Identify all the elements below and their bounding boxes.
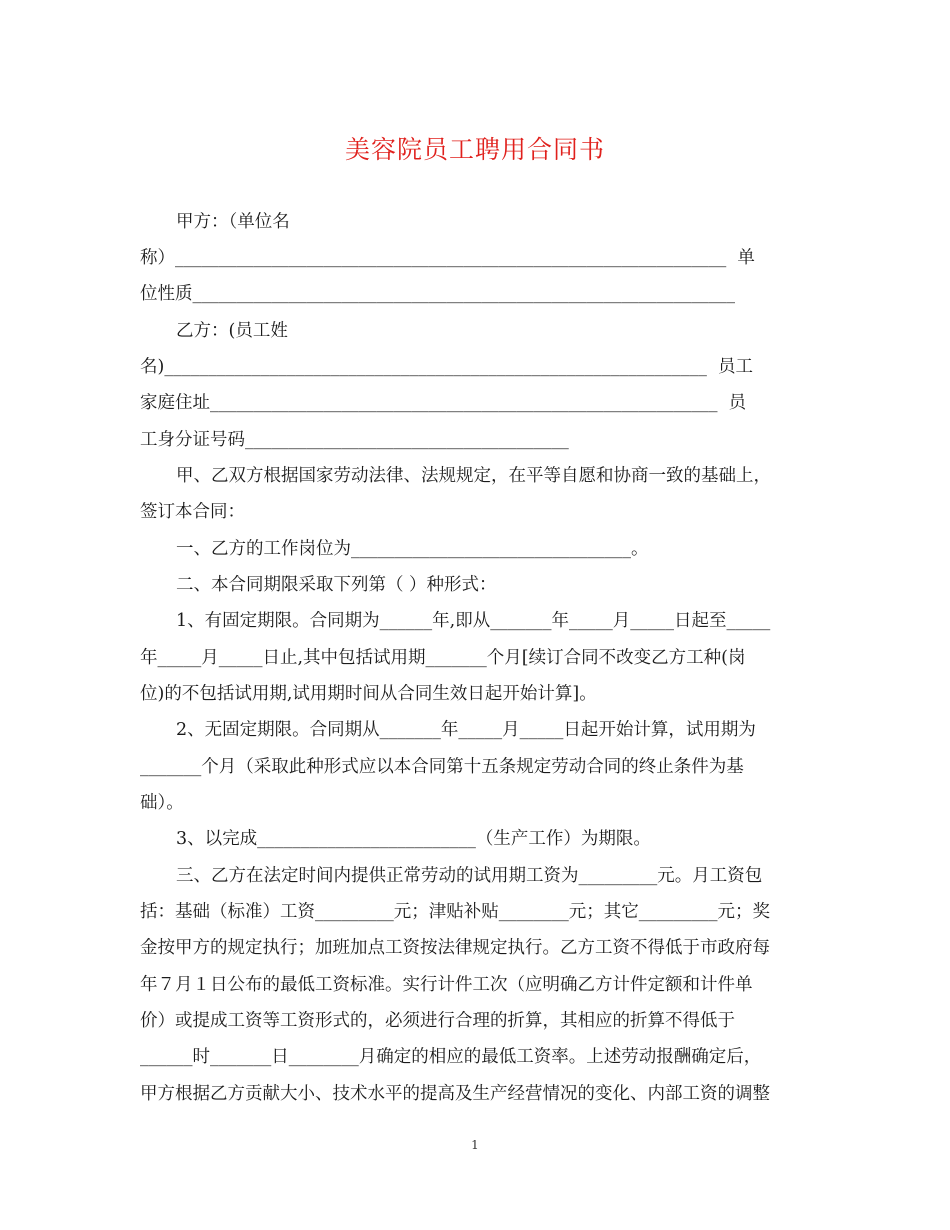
clause-2-item-2-line: 2、无固定期限。合同期从_______年_____月_____日起开始计算，试用期为 [176,720,756,740]
clause-2-line: 二、本合同期限采取下列第（ ）种形式： [176,575,497,595]
clause-3-line-cont: ______时_______日________月确定的相应的最低工资率。上述劳动报酬确定后， [140,1047,762,1067]
clause-3-line-cont: 年７月１日公布的最低工资标准。实行计件工次（应明确乙方计件定额和计件单 [140,975,753,995]
clause-2-item-2-line-cont: _______个月（采取此种形式应以本合同第十五条规定劳动合同的终止条件为基 [140,757,744,777]
clause-3-line-cont: 价）或提成工资等工资形式的，必须进行合理的折算，其相应的折算不得低于 [140,1011,735,1031]
clause-1-line: 一、乙方的工作岗位为________________________________。 [176,539,649,559]
clause-3-line-cont: 甲方根据乙方贡献大小、技术水平的提高及生产经营情况的变化、内部工资的调整 [140,1084,770,1104]
clause-2-item-1-line-cont: 年_____月_____日止,其中包括试用期_______个月[续订合同不改变乙方工种(岗 [140,648,746,668]
party-a-nature-line: 位性质______________________________________________________________ [140,284,735,304]
preamble-line-cont: 签订本合同： [140,502,245,522]
party-b-name-line: 乙方：(员工姓 [176,321,288,341]
clause-3-line-cont: 括：基础（标准）工资_________元；津贴补贴________元；其它_________元；奖 [140,902,770,922]
clause-2-item-1-line-cont: 位)的不包括试用期,试用期时间从合同生效日起开始计算]。 [140,684,597,704]
party-b-address-line: 家庭住址__________________________________________________________ 员 [140,393,747,413]
document-title: 美容院员工聘用合同书 [344,135,605,164]
party-a-name-line-cont: 称）_______________________________________________________________ 单 [140,248,755,268]
clause-3-line-cont: 金按甲方的规定执行；加班加点工资按法律规定执行。乙方工资不得低于市政府每 [140,938,770,958]
party-b-name-line-cont: 名)______________________________________________________________ 员工 [140,357,753,377]
page-number: 1 [471,1138,479,1152]
preamble-line: 甲、乙双方根据国家劳动法律、法规规定，在平等自愿和协商一致的基础上， [176,466,771,486]
clause-2-item-1-line: 1、有固定期限。合同期为______年,即从_______年_____月_____日起至_____ [176,611,771,631]
party-a-name-line: 甲方：（单位名 [176,212,290,232]
clause-2-item-2-line-cont: 础）。 [140,793,184,813]
clause-2-item-3-line: 3、以完成_________________________（生产工作）为期限。 [176,829,651,849]
clause-3-line: 三、乙方在法定时间内提供正常劳动的试用期工资为_________元。月工资包 [176,866,763,886]
party-b-id-line: 工身分证号码_____________________________________ [140,430,569,450]
